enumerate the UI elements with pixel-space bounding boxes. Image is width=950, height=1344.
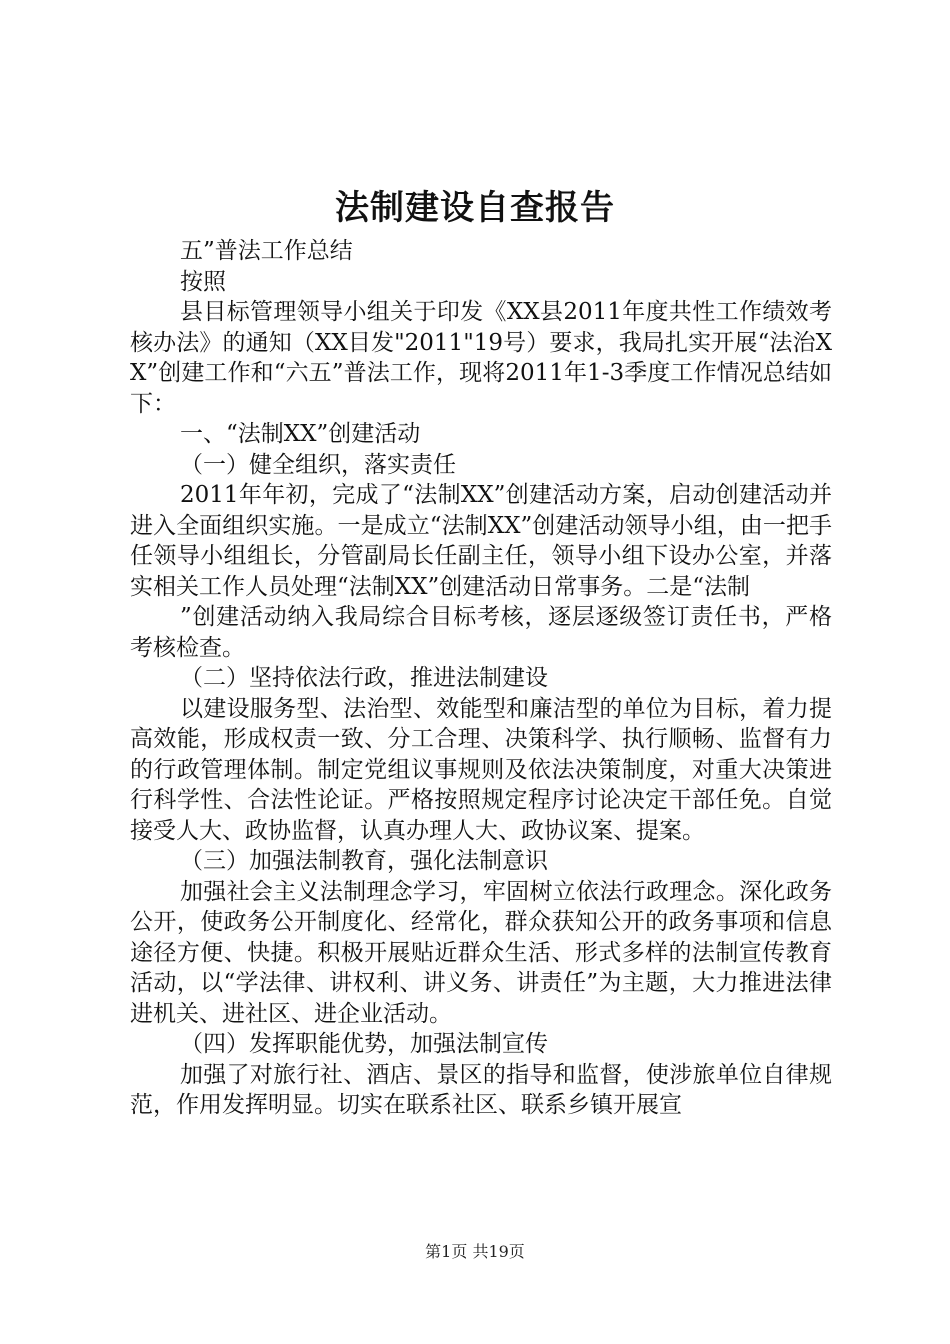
subsection-heading: （一）健全组织，落实责任	[180, 451, 456, 478]
paragraph: 2011年年初，完成了“法制XX”创建活动方案，启动创建活动并进入全面组织实施。一是成立“法制XX”创建活动领导小组，由一把手任领导小组组长，分管副局长任副主任，领导小组下设办公室，并落实相关工作人员处理“法制XX”创建活动日常事务。二是“法制	[130, 482, 832, 600]
paragraph: 县目标管理领导小组关于印发《XX县2011年度共性工作绩效考核办法》的通知（XX目发"2011"19号）要求，我局扎实开展“法治XX”创建工作和“六五”普法工作，现将2011年1-3季度工作情况总结如下：	[130, 299, 832, 417]
document-body	[130, 236, 832, 1121]
subsection-heading: （三）加强法制教育，强化法制意识	[180, 848, 548, 874]
section-heading: 一、“法制XX”创建活动	[180, 421, 421, 447]
paragraph: 五”普法工作总结	[180, 238, 353, 264]
subsection-heading: （四）发挥职能优势，加强法制宣传	[180, 1031, 548, 1057]
paragraph: 按照	[180, 268, 226, 295]
paragraph: ”创建活动纳入我局综合目标考核，逐层逐级签订责任书，严格考核检查。	[130, 604, 832, 661]
paragraph: 加强社会主义法制理念学习，牢固树立依法行政理念。深化政务公开，使政务公开制度化、经常化，群众获知公开的政务事项和信息途径方便、快捷。积极开展贴近群众生活、形式多样的法制宣传教育活动，以“学法律、讲权利、讲义务、讲责任”为主题，大力推进法律进机关、进社区、进企业活动。	[130, 878, 832, 1027]
paragraph: 加强了对旅行社、酒店、景区的指导和监督，使涉旅单位自律规范，作用发挥明显。切实在联系社区、联系乡镇开展宣	[130, 1061, 832, 1118]
page-footer: 第1页 共19页	[425, 1242, 525, 1261]
paragraph: 以建设服务型、法治型、效能型和廉洁型的单位为目标，着力提高效能，形成权责一致、分工合理、决策科学、执行顺畅、监督有力的行政管理体制。制定党组议事规则及依法决策制度，对重大决策进行科学性、合法性论证。严格按照规定程序讨论决定干部任免。自觉接受人大、政协监督，认真办理人大、政协议案、提案。	[130, 695, 832, 844]
subsection-heading: （二）坚持依法行政，推进法制建设	[180, 665, 548, 691]
document-title: 法制建设自查报告	[335, 188, 615, 228]
